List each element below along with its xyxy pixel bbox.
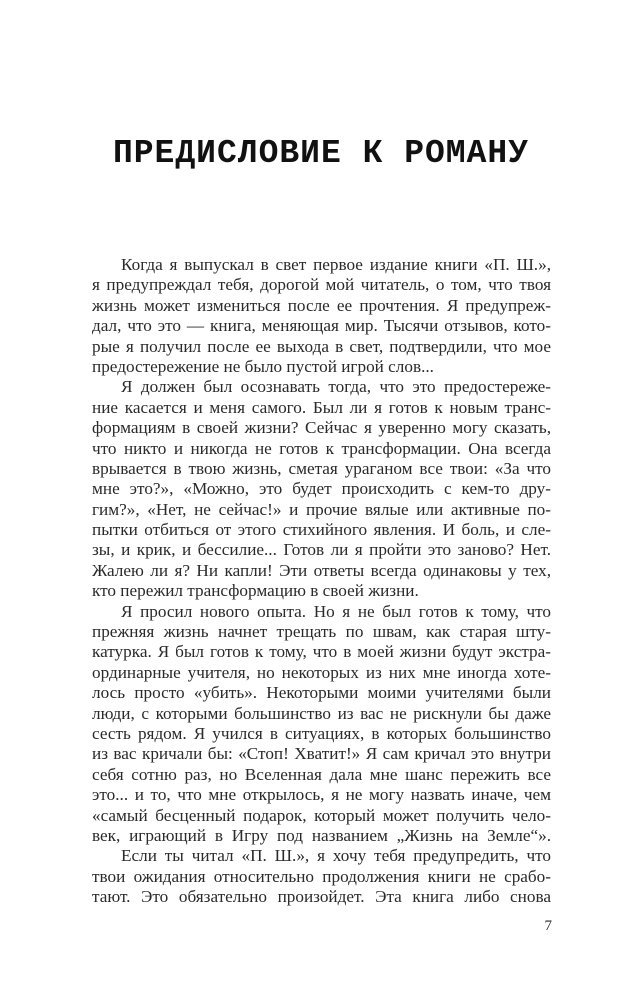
text-line: жизнь может измениться после ее прочтения. Я предупреж- bbox=[92, 295, 551, 315]
text-line: век, играющий в Игру под названием „Жизнь на Земле“». bbox=[92, 825, 551, 845]
chapter-title: ПРЕДИСЛОВИЕ К РОМАНУ bbox=[112, 135, 530, 172]
text-line: рые я получил после ее выхода в свет, подтвердили, что мое bbox=[92, 336, 551, 356]
text-line: Когда я выпускал в свет первое издание книги «П. Ш.», bbox=[121, 255, 551, 274]
text-line: «самый бесценный подарок, который может получить чело- bbox=[92, 805, 551, 825]
text-line: Я должен был осознавать тогда, что это предостереже- bbox=[121, 377, 551, 397]
text-line: Если ты читал «П. Ш.», я хочу тебя предупредить, что bbox=[121, 846, 551, 866]
text-line: ние касается и меня самого. Был ли я готов к новым транс- bbox=[92, 397, 551, 417]
text-line: катурка. Я был готов к тому, что в моей жизни будут экстра- bbox=[92, 642, 551, 662]
body-text bbox=[92, 255, 551, 908]
text-line: сесть рядом. Я учился в ситуациях, в которых большинство bbox=[92, 723, 551, 743]
text-line: из вас кричали бы: «Стоп! Хватит!» Я сам кричал это внутри bbox=[92, 744, 551, 764]
text-line: себя сотню раз, но Вселенная дала мне шанс пережить все bbox=[92, 764, 551, 784]
text-line: люди, с которыми большинство из вас не рискнули бы даже bbox=[92, 703, 551, 723]
text-line: формациям в своей жизни? Сейчас я уверенно могу сказать, bbox=[92, 418, 551, 438]
text-line: предостережение не было пустой игрой слов... bbox=[92, 356, 434, 376]
text-line: ординарные учителя, но некоторых из них мне иногда хоте- bbox=[92, 662, 551, 682]
text-line: Я просил нового опыта. Но я не был готов к тому, что bbox=[121, 601, 551, 621]
text-line: это... и то, что мне открылось, я не могу назвать иначе, чем bbox=[92, 785, 551, 805]
text-line: тают. Это обязательно произойдет. Эта книга либо снова bbox=[92, 887, 551, 907]
text-line: зы, и крик, и бессилие... Готов ли я пройти это заново? Нет. bbox=[92, 540, 551, 560]
text-line: прежняя жизнь начнет трещать по швам, как старая шту- bbox=[92, 622, 551, 642]
text-line: я предупреждал тебя, дорогой мой читатель, о том, что твоя bbox=[92, 275, 551, 295]
text-line: что никто и никогда не готов к трансформации. Она всегда bbox=[92, 438, 551, 458]
text-line: Жалею ли я? Ни капли! Эти ответы всегда одинаковы у тех, bbox=[92, 560, 551, 580]
text-line: лось просто «убить». Некоторыми моими учителями были bbox=[92, 683, 551, 703]
text-line: пытки отбиться от этого стихийного явления. И боль, и сле- bbox=[92, 520, 551, 540]
text-line: дал, что это — книга, меняющая мир. Тысячи отзывов, кото- bbox=[92, 316, 551, 336]
page-number: 7 bbox=[544, 918, 552, 934]
text-line: твои ожидания относительно продолжения книги не срабо- bbox=[92, 866, 551, 886]
text-line: мне это?», «Можно, это будет происходить с кем-то дру- bbox=[92, 479, 551, 499]
text-line: кто пережил трансформацию в своей жизни. bbox=[92, 581, 419, 601]
text-line: врывается в твою жизнь, сметая ураганом все твои: «За что bbox=[92, 458, 551, 478]
text-line: гим?», «Нет, не сейчас!» и прочие вялые или активные по- bbox=[92, 499, 551, 519]
